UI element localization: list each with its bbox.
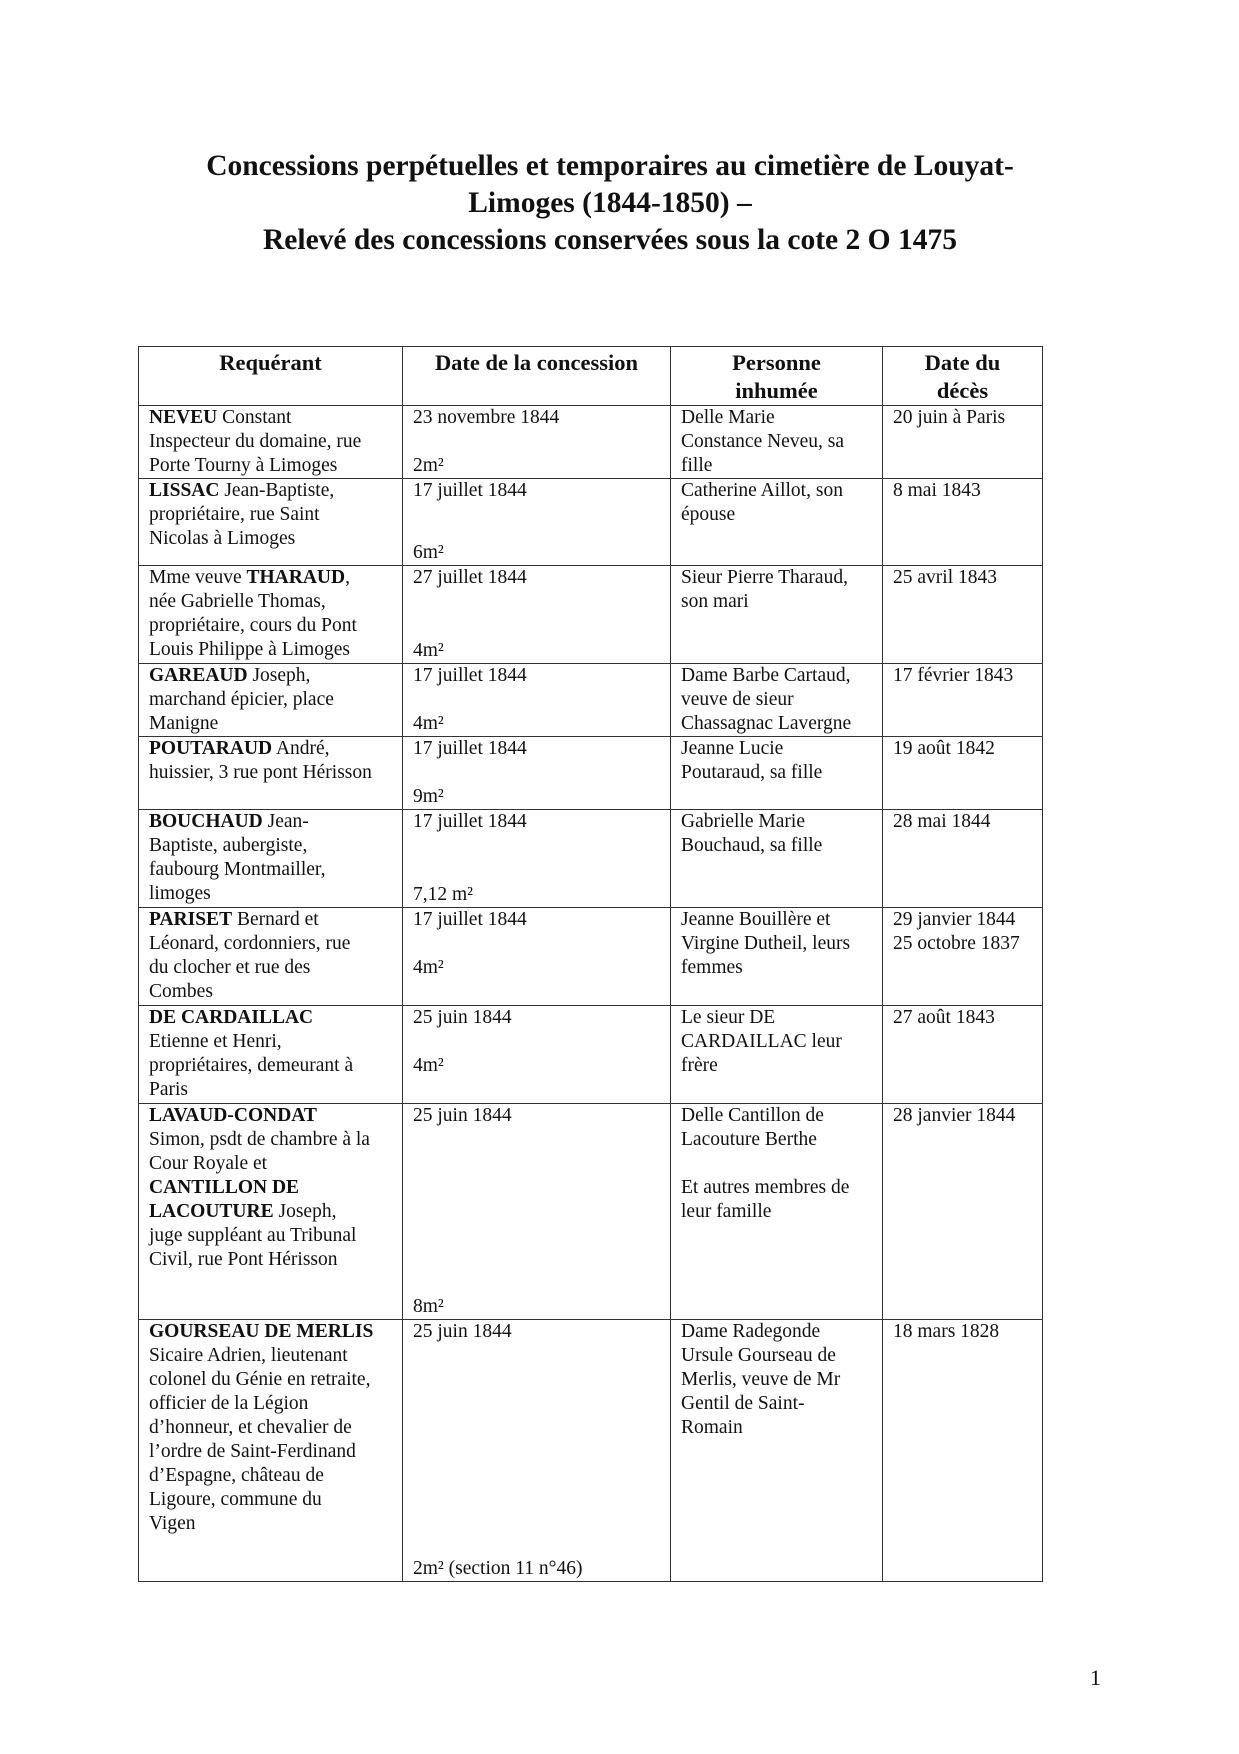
personne-text: Lacouture Berthe [681, 1129, 817, 1150]
requerant-text: huissier, 3 rue pont Hérisson [149, 762, 372, 783]
deces-date: 28 mai 1844 [893, 811, 991, 832]
requerant-text: Civil, rue Pont Hérisson [149, 1249, 338, 1270]
cell-date-concession [403, 1104, 671, 1320]
header-date-concession: Date de la concession [403, 347, 671, 406]
personne-text: Dame Radegonde [681, 1321, 821, 1342]
requerant-text: Porte Tourny à Limoges [149, 455, 338, 476]
concession-date: 17 juillet 1844 [413, 738, 527, 759]
personne-text: Catherine Aillot, son [681, 480, 843, 501]
requerant-text: du clocher et rue des [149, 957, 311, 978]
concession-surface: 4m² [413, 713, 444, 734]
table-row [139, 566, 1043, 664]
personne-text: veuve de sieur [681, 689, 794, 710]
requerant-text: Baptiste, aubergiste, [149, 835, 308, 856]
concession-date: 17 juillet 1844 [413, 909, 527, 930]
requerant-text: propriétaire, rue Saint [149, 504, 320, 525]
requerant-text: juge suppléant au Tribunal [149, 1225, 357, 1246]
cell-requerant [139, 566, 403, 664]
requerant-name: POUTARAUD [149, 738, 273, 759]
page-number: 1 [1090, 1665, 1101, 1690]
concession-surface: 4m² [413, 957, 444, 978]
header-requerant: Requérant [139, 347, 403, 406]
personne-text: Ursule Gourseau de [681, 1345, 836, 1366]
requerant-text: née Gabrielle Thomas, [149, 591, 326, 612]
personne-text: Dame Barbe Cartaud, [681, 665, 851, 686]
cell-personne [671, 566, 883, 664]
title-line-2: Limoges (1844-1850) – [468, 187, 752, 219]
deces-date: 25 octobre 1837 [893, 933, 1020, 954]
requerant-text: Léonard, cordonniers, rue [149, 933, 351, 954]
table-header-row [139, 347, 1043, 406]
personne-text: fille [681, 455, 713, 476]
cell-deces [883, 908, 1043, 1006]
requerant-text: Joseph, [278, 1201, 337, 1222]
personne-text: Gentil de Saint- [681, 1393, 805, 1414]
deces-date: 18 mars 1828 [893, 1321, 1000, 1342]
concession-surface: 8m² [413, 1296, 444, 1317]
cell-requerant [139, 479, 403, 566]
requerant-text: officier de la Légion [149, 1393, 309, 1414]
requerant-text: Jean- [267, 811, 309, 832]
concession-date: 25 juin 1844 [413, 1105, 512, 1126]
requerant-text: d’Espagne, château de [149, 1465, 324, 1486]
requerant-text: Jean-Baptiste, [224, 480, 335, 501]
cell-date-concession [403, 664, 671, 737]
requerant-text: , [345, 567, 350, 588]
cell-deces [883, 479, 1043, 566]
personne-text: Poutaraud, sa fille [681, 762, 823, 783]
concession-surface: 2m² (section 11 n°46) [413, 1558, 583, 1579]
requerant-text: Etienne et Henri, [149, 1031, 282, 1052]
personne-text: Delle Marie [681, 407, 775, 428]
personne-text: leur famille [681, 1201, 772, 1222]
requerant-name: LACOUTURE [149, 1201, 274, 1222]
table-row [139, 737, 1043, 810]
requerant-text: faubourg Montmailler, [149, 859, 326, 880]
cell-date-concession [403, 737, 671, 810]
requerant-name: DE CARDAILLAC [149, 1007, 314, 1028]
personne-text: Jeanne Bouillère et [681, 909, 831, 930]
personne-text: CARDAILLAC leur [681, 1031, 842, 1052]
personne-text: Gabrielle Marie [681, 811, 805, 832]
table-row [139, 1006, 1043, 1104]
requerant-text: Cour Royale et [149, 1153, 268, 1174]
cell-date-concession [403, 908, 671, 1006]
concession-date: 27 juillet 1844 [413, 567, 527, 588]
requerant-name: LAVAUD-CONDAT [149, 1105, 317, 1126]
cell-deces [883, 1006, 1043, 1104]
cell-deces [883, 406, 1043, 479]
cell-deces [883, 810, 1043, 908]
cell-date-concession [403, 1320, 671, 1582]
personne-text: Jeanne Lucie [681, 738, 784, 759]
requerant-text: Combes [149, 981, 213, 1002]
cell-requerant [139, 1006, 403, 1104]
cell-personne [671, 737, 883, 810]
cell-deces [883, 737, 1043, 810]
requerant-text: propriétaires, demeurant à [149, 1055, 354, 1076]
cell-date-concession [403, 406, 671, 479]
concession-surface: 6m² [413, 542, 444, 563]
requerant-text: d’honneur, et chevalier de [149, 1417, 352, 1438]
cell-date-concession [403, 810, 671, 908]
cell-requerant [139, 810, 403, 908]
cell-date-concession [403, 566, 671, 664]
requerant-text: André, [275, 738, 330, 759]
cell-requerant [139, 1320, 403, 1582]
requerant-text: Inspecteur du domaine, rue [149, 431, 362, 452]
requerant-text: l’ordre de Saint-Ferdinand [149, 1441, 356, 1462]
requerant-text: marchand épicier, place [149, 689, 334, 710]
requerant-text: Sicaire Adrien, lieutenant [149, 1345, 348, 1366]
table-row [139, 406, 1043, 479]
personne-text: Constance Neveu, sa [681, 431, 844, 452]
table-row [139, 1104, 1043, 1320]
cell-personne [671, 1006, 883, 1104]
requerant-text: Vigen [149, 1513, 196, 1534]
requerant-name: NEVEU [149, 407, 218, 428]
cell-personne [671, 1320, 883, 1582]
cell-requerant [139, 737, 403, 810]
header-deces-line2: décès [936, 378, 989, 403]
concession-date: 17 juillet 1844 [413, 480, 527, 501]
requerant-text: Paris [149, 1079, 188, 1100]
deces-date: 27 août 1843 [893, 1007, 995, 1028]
concession-surface: 9m² [413, 786, 444, 807]
personne-text: femmes [681, 957, 743, 978]
table-row [139, 1320, 1043, 1582]
deces-date: 20 juin à Paris [893, 407, 1006, 428]
deces-date: 17 février 1843 [893, 665, 1014, 686]
requerant-name: GOURSEAU DE MERLIS [149, 1321, 374, 1342]
personne-text: Bouchaud, sa fille [681, 835, 823, 856]
concession-surface: 4m² [413, 640, 444, 661]
requerant-text: Manigne [149, 713, 219, 734]
header-personne-line1: Personne [732, 350, 821, 375]
cell-personne [671, 1104, 883, 1320]
cell-requerant [139, 664, 403, 737]
cell-deces [883, 1104, 1043, 1320]
title-line-1: Concessions perpétuelles et temporaires au cimetière de Louyat- [206, 150, 1014, 182]
personne-text: Sieur Pierre Tharaud, [681, 567, 848, 588]
concession-date: 23 novembre 1844 [413, 407, 560, 428]
personne-text: son mari [681, 591, 749, 612]
cell-personne [671, 406, 883, 479]
cell-personne [671, 664, 883, 737]
concession-date: 25 juin 1844 [413, 1007, 512, 1028]
concession-date: 25 juin 1844 [413, 1321, 512, 1342]
header-personne-line2: inhumée [735, 378, 818, 403]
concession-date: 17 juillet 1844 [413, 665, 527, 686]
table-row [139, 664, 1043, 737]
requerant-name: PARISET [149, 909, 233, 930]
table-row [139, 810, 1043, 908]
concessions-table [138, 346, 1043, 1582]
personne-text: Et autres membres de [681, 1177, 850, 1198]
document-title [140, 148, 1080, 259]
cell-personne [671, 908, 883, 1006]
cell-date-concession [403, 1006, 671, 1104]
requerant-text: propriétaire, cours du Pont [149, 615, 357, 636]
header-personne-inhumee [671, 347, 883, 406]
requerant-text: Nicolas à Limoges [149, 528, 296, 549]
cell-date-concession [403, 479, 671, 566]
requerant-name: BOUCHAUD [149, 811, 263, 832]
requerant-name: LISSAC [149, 480, 220, 501]
requerant-name: THARAUD [246, 567, 346, 588]
personne-text: Virgine Dutheil, leurs [681, 933, 851, 954]
title-line-3: Relevé des concessions conservées sous la cote 2 O 1475 [263, 224, 957, 256]
cell-requerant [139, 908, 403, 1006]
table-row [139, 479, 1043, 566]
concession-surface: 2m² [413, 455, 444, 476]
requerant-text: limoges [149, 883, 211, 904]
personne-text: Romain [681, 1417, 743, 1438]
requerant-text: colonel du Génie en retraite, [149, 1369, 371, 1390]
personne-text: Merlis, veuve de Mr [681, 1369, 841, 1390]
cell-personne [671, 479, 883, 566]
concession-surface: 7,12 m² [413, 884, 474, 905]
requerant-prefix: Mme veuve [149, 567, 242, 588]
table-row [139, 908, 1043, 1006]
cell-personne [671, 810, 883, 908]
personne-text: Chassagnac Lavergne [681, 713, 852, 734]
deces-date: 19 août 1842 [893, 738, 995, 759]
personne-text: épouse [681, 504, 736, 525]
cell-requerant [139, 406, 403, 479]
requerant-text: Bernard et [236, 909, 319, 930]
requerant-name: GAREAUD [149, 665, 248, 686]
requerant-text: Constant [222, 407, 292, 428]
header-date-deces [883, 347, 1043, 406]
cell-deces [883, 566, 1043, 664]
personne-text: frère [681, 1055, 718, 1076]
personne-text: Delle Cantillon de [681, 1105, 824, 1126]
concession-date: 17 juillet 1844 [413, 811, 527, 832]
cell-requerant [139, 1104, 403, 1320]
deces-date: 25 avril 1843 [893, 567, 997, 588]
requerant-text: Ligoure, commune du [149, 1489, 322, 1510]
requerant-text: Joseph, [252, 665, 311, 686]
personne-text: Le sieur DE [681, 1007, 776, 1028]
requerant-text: Simon, psdt de chambre à la [149, 1129, 370, 1150]
deces-date: 29 janvier 1844 [893, 909, 1016, 930]
deces-date: 28 janvier 1844 [893, 1105, 1016, 1126]
deces-date: 8 mai 1843 [893, 480, 981, 501]
cell-deces [883, 664, 1043, 737]
header-deces-line1: Date du [924, 350, 1001, 375]
requerant-name: CANTILLON DE [149, 1177, 300, 1198]
concession-surface: 4m² [413, 1055, 444, 1076]
requerant-text: Louis Philippe à Limoges [149, 639, 350, 660]
cell-deces [883, 1320, 1043, 1582]
